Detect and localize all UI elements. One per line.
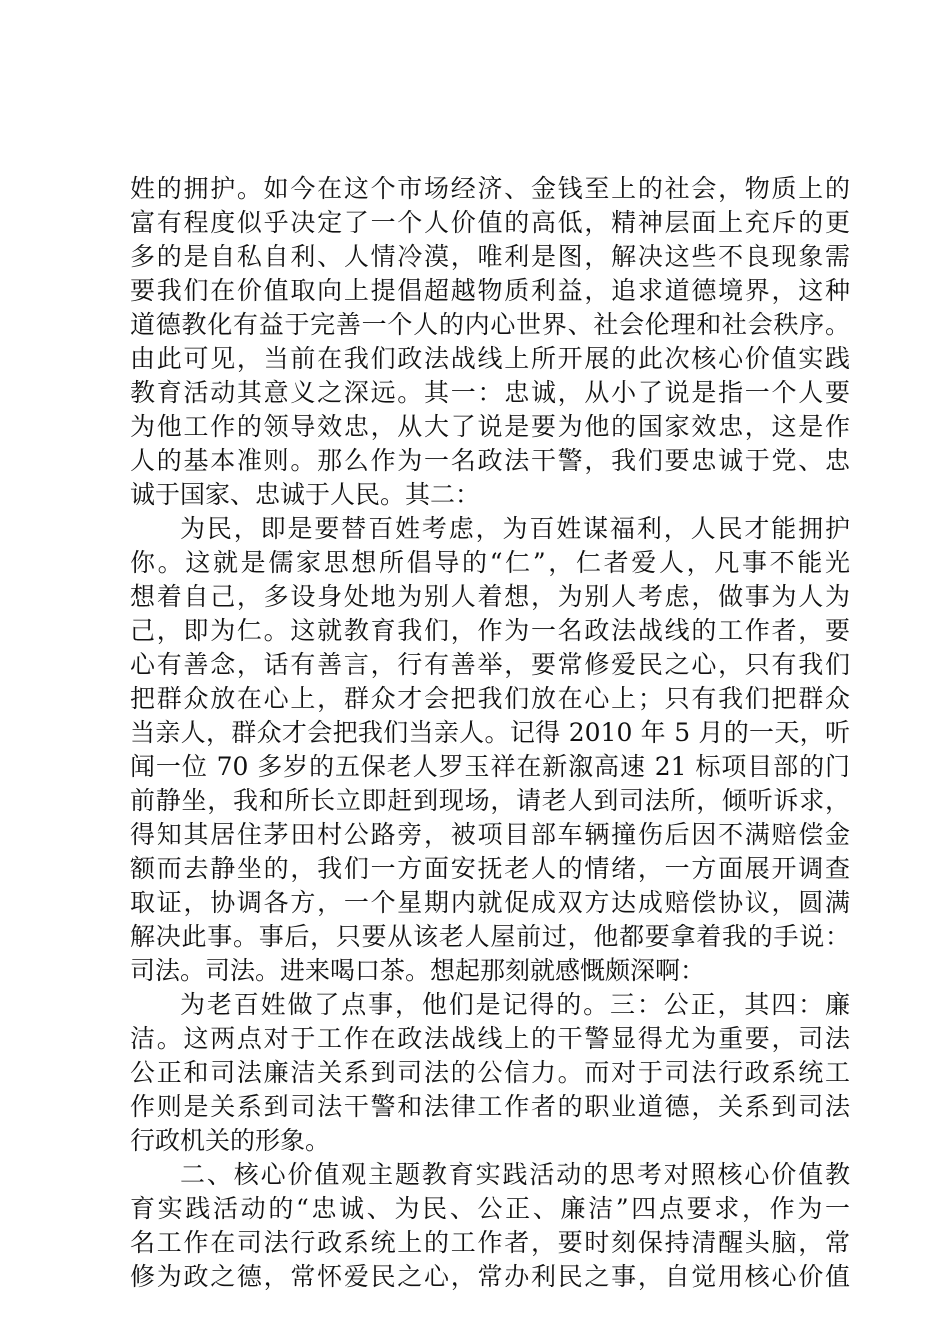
text-line: 司法。司法。进来喝口茶。想起那刻就感慨颇深啊： xyxy=(130,956,706,985)
text-line: 人的基本准则。那么作为一名政法干警，我们要忠诚于党、忠 xyxy=(130,446,850,475)
text-line: 要我们在价值取向上提倡超越物质利益，追求道德境界，这种 xyxy=(130,276,850,305)
text-line: 想着自己，多设身处地为别人着想，为别人考虑，做事为人为 xyxy=(130,582,850,611)
text-line: 诚于国家、忠诚于人民。其二： xyxy=(130,480,481,509)
text-line: 修为政之德，常怀爱民之心，常办利民之事，自觉用核心价值 xyxy=(130,1262,850,1291)
text-line: 前静坐，我和所长立即赶到现场，请老人到司法所，倾听诉求， xyxy=(130,786,850,815)
text-line: 道德教化有益于完善一个人的内心世界、社会伦理和社会秩序。 xyxy=(130,310,850,339)
text-line: 育实践活动的“忠诚、为民、公正、廉洁”四点要求，作为一 xyxy=(130,1194,850,1223)
text-line: 解决此事。事后，只要从该老人屋前过，他都要拿着我的手说： xyxy=(130,922,850,951)
text-line: 由此可见，当前在我们政法战线上所开展的此次核心价值实践 xyxy=(130,344,850,373)
text-line: 教育活动其意义之深远。其一：忠诚，从小了说是指一个人要 xyxy=(130,378,850,407)
text-line: 二、核心价值观主题教育实践活动的思考对照核心价值教 xyxy=(180,1160,850,1189)
body-text xyxy=(130,172,850,1294)
text-line: 公正和司法廉洁关系到司法的公信力。而对于司法行政系统工 xyxy=(130,1058,850,1087)
text-line: 当亲人，群众才会把我们当亲人。记得 2010 年 5 月的一天，听 xyxy=(130,718,850,747)
text-line: 洁。这两点对于工作在政法战线上的干警显得尤为重要，司法 xyxy=(130,1024,850,1053)
text-line: 名工作在司法行政系统上的工作者，要时刻保持清醒头脑，常 xyxy=(130,1228,850,1257)
text-line: 富有程度似乎决定了一个人价值的高低，精神层面上充斥的更 xyxy=(130,208,850,237)
text-line: 得知其居住茅田村公路旁，被项目部车辆撞伤后因不满赔偿金 xyxy=(130,820,850,849)
text-line: 作则是关系到司法干警和法律工作者的职业道德，关系到司法 xyxy=(130,1092,850,1121)
text-line: 行政机关的形象。 xyxy=(130,1126,331,1155)
text-line: 为民，即是要替百姓考虑，为百姓谋福利，人民才能拥护 xyxy=(180,514,850,543)
text-line: 取证，协调各方，一个星期内就促成双方达成赔偿协议，圆满 xyxy=(130,888,850,917)
text-line: 为他工作的领导效忠，从大了说是要为他的国家效忠，这是作 xyxy=(130,412,850,441)
text-line: 多的是自私自利、人情冷漠，唯利是图，解决这些不良现象需 xyxy=(130,242,850,271)
text-line: 为老百姓做了点事，他们是记得的。三：公正，其四：廉 xyxy=(180,990,850,1019)
text-line: 己，即为仁。这就教育我们，作为一名政法战线的工作者，要 xyxy=(130,616,850,645)
text-line: 你。这就是儒家思想所倡导的“仁”，仁者爱人，凡事不能光 xyxy=(130,548,850,577)
text-line: 心有善念，话有善言，行有善举，要常修爱民之心，只有我们 xyxy=(130,650,850,679)
text-line: 姓的拥护。如今在这个市场经济、金钱至上的社会，物质上的 xyxy=(130,174,850,203)
text-line: 把群众放在心上，群众才会把我们放在心上；只有我们把群众 xyxy=(130,684,850,713)
text-line: 闻一位 70 多岁的五保老人罗玉祥在新溆高速 21 标项目部的门 xyxy=(130,752,850,781)
text-line: 额而去静坐的，我们一方面安抚老人的情绪，一方面展开调查 xyxy=(130,854,850,883)
